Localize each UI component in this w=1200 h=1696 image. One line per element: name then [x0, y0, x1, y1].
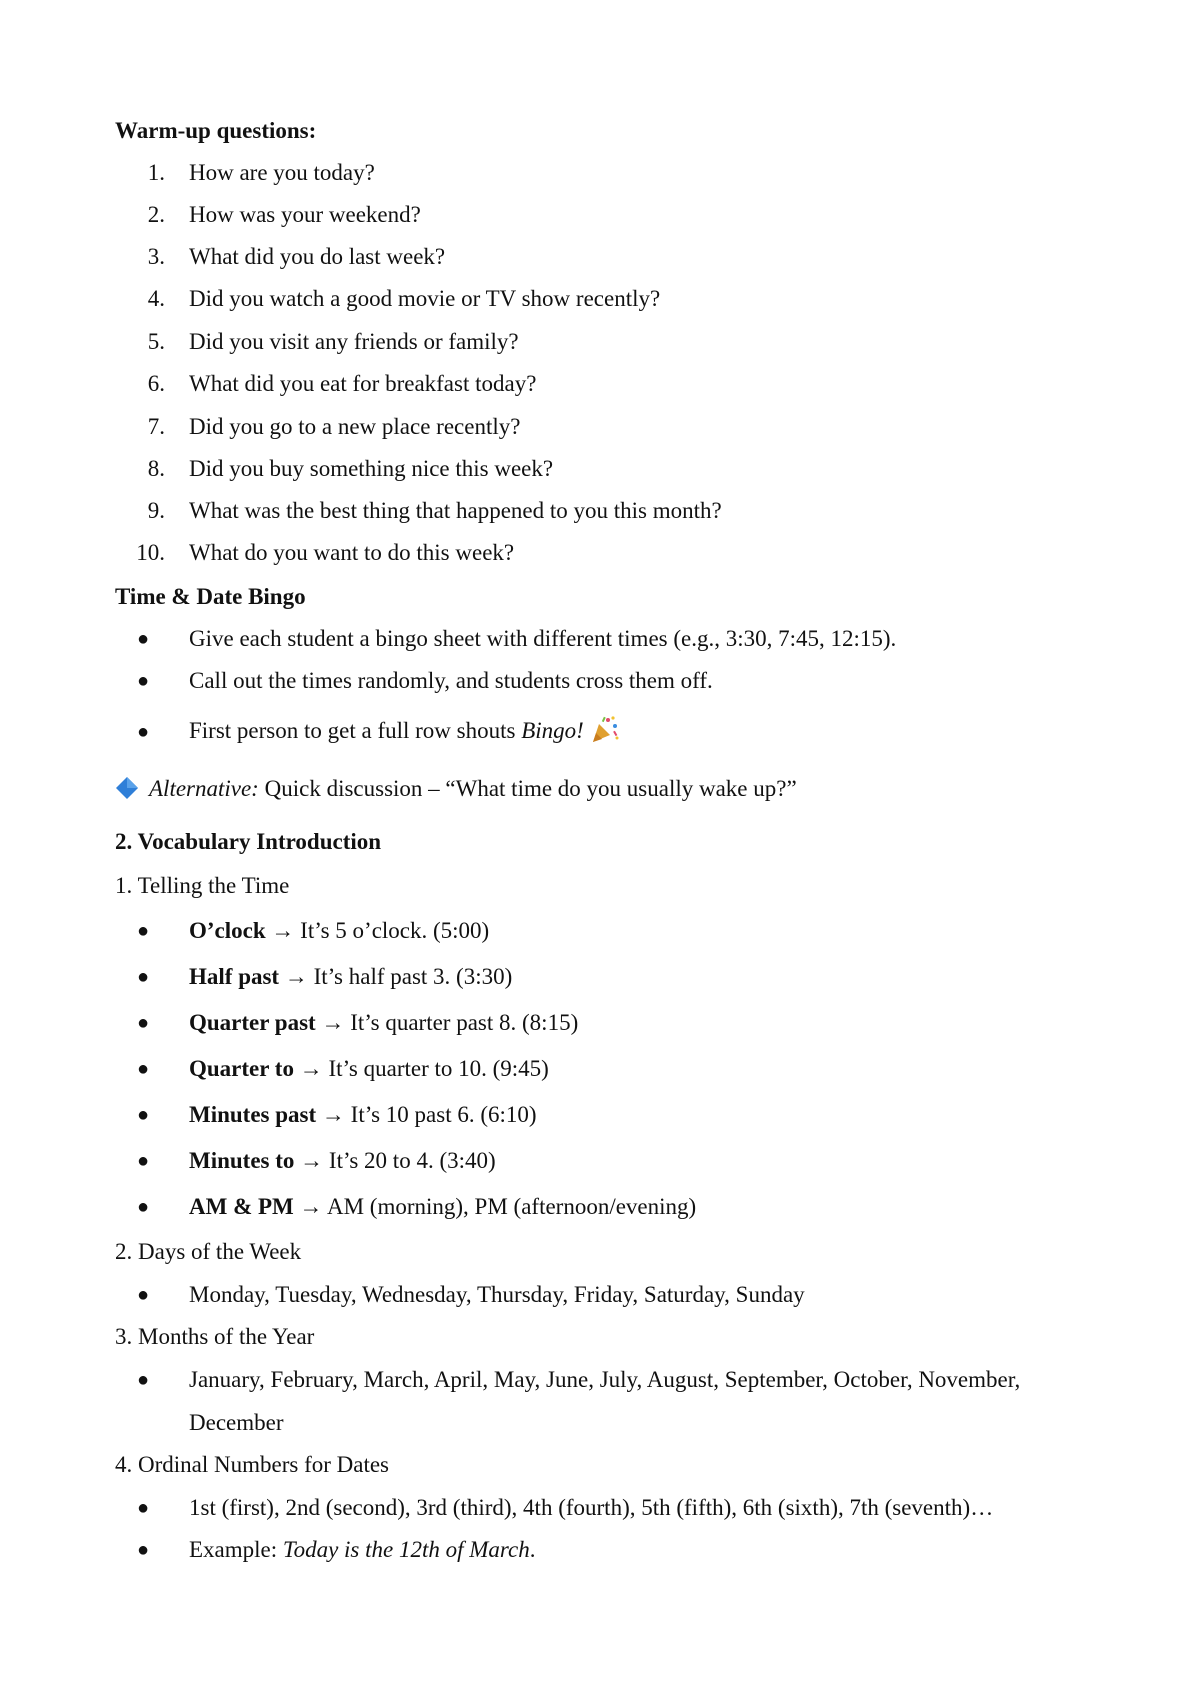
list-number: 7. [147, 414, 165, 439]
list-text: How are you today? [189, 160, 375, 185]
list-text: What did you eat for breakfast today? [189, 371, 537, 396]
list-number: 9. [147, 498, 165, 523]
list-text: Half past → It’s half past 3. (3:30) [189, 964, 513, 989]
blue-diamond-icon [115, 776, 139, 800]
list-text: Did you watch a good movie or TV show recently? [189, 286, 661, 311]
list-number: 4. [147, 286, 165, 311]
days-title: 2. Days of the Week [115, 1239, 302, 1264]
list-text: Give each student a bingo sheet with different times (e.g., 3:30, 7:45, 12:15). [189, 626, 897, 651]
list-text: AM & PM → AM (morning), PM (afternoon/evening) [189, 1194, 697, 1219]
bullet-icon: ● [137, 1150, 150, 1172]
bullet-icon: ● [137, 1058, 150, 1080]
list-number: 2. [147, 202, 165, 227]
list-text: First person to get a full row shouts Bingo! [189, 714, 620, 745]
months-title: 3. Months of the Year [115, 1324, 315, 1349]
bingo-heading: Time & Date Bingo [115, 584, 306, 609]
list-text: What was the best thing that happened to you this month? [189, 498, 722, 523]
list-number: 8. [147, 456, 165, 481]
list-text: O’clock → It’s 5 o’clock. (5:00) [189, 918, 490, 943]
list-number: 3. [147, 244, 165, 269]
list-text: Minutes to → It’s 20 to 4. (3:40) [189, 1148, 496, 1173]
bullet-icon: ● [137, 920, 150, 942]
bullet-icon: ● [137, 1196, 150, 1218]
telling-time-title: 1. Telling the Time [115, 873, 290, 898]
list-text: 1st (first), 2nd (second), 3rd (third), 4th (fourth), 5th (fifth), 6th (sixth), 7th (seventh)… [189, 1495, 994, 1520]
list-text: Call out the times randomly, and students cross them off. [189, 668, 713, 693]
bullet-icon: ● [137, 1369, 150, 1391]
list-text: January, February, March, April, May, June, July, August, September, October, November, [189, 1367, 1021, 1392]
bullet-icon: ● [137, 1497, 150, 1519]
list-number: 1. [147, 160, 165, 185]
party-popper-icon [590, 714, 620, 744]
list-text: Quarter to → It’s quarter to 10. (9:45) [189, 1056, 549, 1081]
bullet-icon: ● [137, 1012, 150, 1034]
list-number: 5. [147, 329, 165, 354]
ordinals-title: 4. Ordinal Numbers for Dates [115, 1452, 390, 1477]
list-text: What do you want to do this week? [189, 540, 515, 565]
list-text: Did you buy something nice this week? [189, 456, 554, 481]
alternative-note: Alternative: Quick discussion – “What time do you usually wake up?” [115, 775, 797, 803]
vocab-heading: 2. Vocabulary Introduction [115, 829, 382, 854]
list-text: Did you go to a new place recently? [189, 414, 521, 439]
bullet-icon: ● [137, 721, 150, 743]
warmup-heading: Warm-up questions: [115, 118, 317, 143]
bullet-icon: ● [137, 1104, 150, 1126]
list-text: Minutes past → It’s 10 past 6. (6:10) [189, 1102, 537, 1127]
list-text: Did you visit any friends or family? [189, 329, 519, 354]
list-text: What did you do last week? [189, 244, 446, 269]
bullet-icon: ● [137, 1284, 150, 1306]
list-text: Example: Today is the 12th of March. [189, 1537, 536, 1562]
list-number: 6. [147, 371, 165, 396]
bullet-icon: ● [137, 966, 150, 988]
list-text-continued: December [189, 1410, 284, 1435]
bullet-icon: ● [137, 1539, 150, 1561]
list-text: Quarter past → It’s quarter past 8. (8:15) [189, 1010, 579, 1035]
list-text: How was your weekend? [189, 202, 421, 227]
list-text: Monday, Tuesday, Wednesday, Thursday, Friday, Saturday, Sunday [189, 1282, 805, 1307]
bullet-icon: ● [137, 670, 150, 692]
bullet-icon: ● [137, 628, 150, 650]
list-number: 10. [136, 540, 165, 565]
